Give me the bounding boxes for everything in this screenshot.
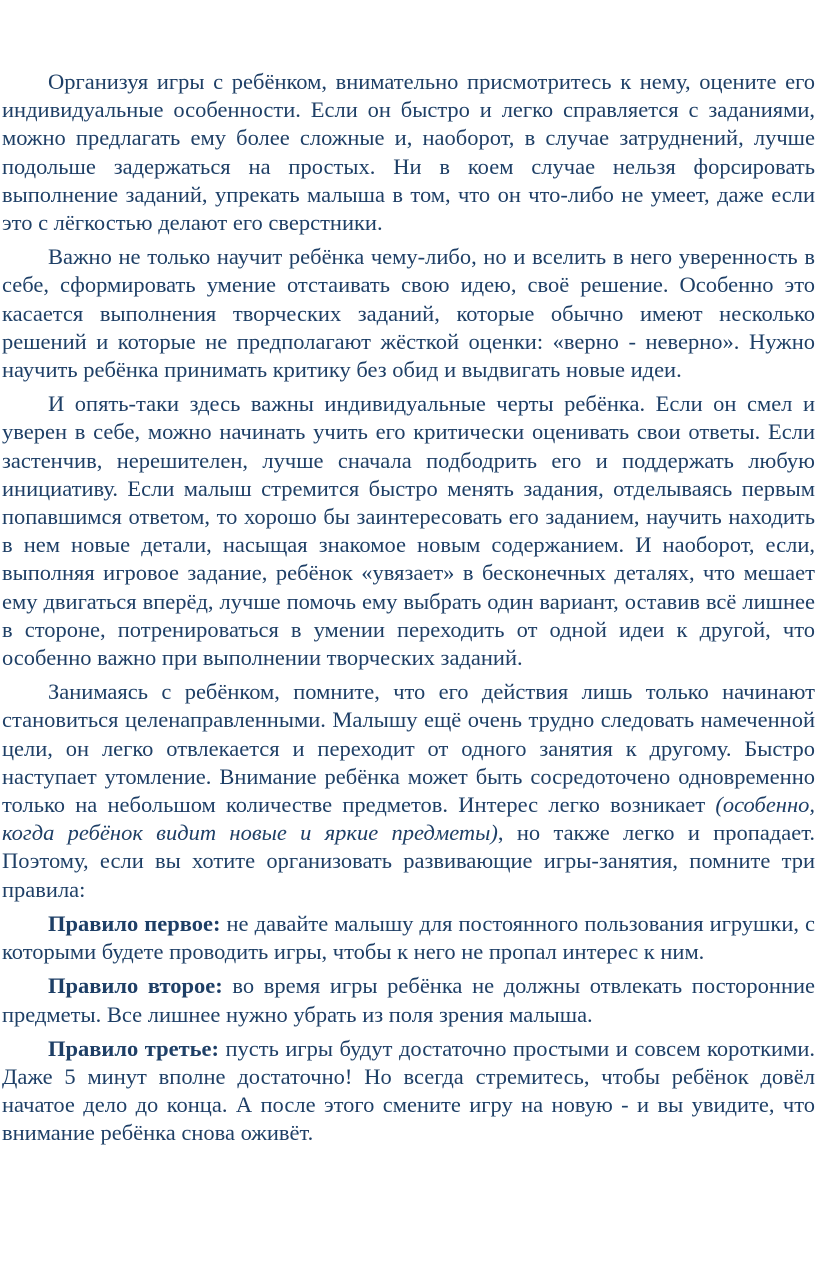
rule-2 <box>2 972 815 1028</box>
document-page <box>0 68 816 1154</box>
rule-1-text: не давайте малышу для постоянного пользования игрушки, с которыми будете проводить игры, чтобы к него не пропал интерес к ним. <box>2 910 815 965</box>
paragraph-4-start: Занимаясь с ребёнком, помните, что его действия лишь только начинают становиться целенаправленными. Малышу ещё очень трудно следовать намеченной цели, он легко отвлекается и переходит от одного занятия к другому. Быстро наступает утомление. Внимание ребёнка может быть сосредоточено одновременно только на небольшом количестве предметов. Интерес легко возникает <box>2 679 815 818</box>
paragraph-4 <box>2 678 815 904</box>
paragraph-4-italic: (особенно, когда ребёнок видит новые и яркие предметы) <box>2 792 815 846</box>
rule-2-title: Правило второе: <box>48 973 223 999</box>
rule-1-title: Правило первое: <box>48 910 221 936</box>
rule-2-text: во время игры ребёнка не должны отвлекать посторонние предметы. Все лишнее нужно убрать из поля зрения малыша. <box>2 973 816 1027</box>
paragraph-4-end: , но также легко и пропадает. Поэтому, если вы хотите организовать развивающие игры-занятия, помните три правила: <box>2 820 815 902</box>
paragraph-1: Организуя игры с ребёнком, внимательно присмотритесь к нему, оцените его индивидуальные особенности. Если он быстро и легко справляется с заданиями, можно предлагать ему более сложные и, наоборот, в случае затруднений, лучше подольше задержаться на простых. Ни в коем случае нельзя форсировать выполнение заданий, упрекать малыша в том, что он что-либо не умеет, даже если это с лёгкостью делают его сверстники. <box>2 69 815 236</box>
rule-3 <box>2 1035 815 1148</box>
paragraph-2: Важно не только научит ребёнка чему-либо, но и вселить в него уверенность в себе, сформировать умение отстаивать свою идею, своё решение. Особенно это касается выполнения творческих заданий, которые обычно имеют несколько решений и которые не предполагают жёсткой оценки: «верно - неверно». Нужно научить ребёнка принимать критику без обид и выдвигать новые идеи. <box>2 244 815 383</box>
rule-1 <box>2 910 815 966</box>
rule-3-text: пусть игры будут достаточно простыми и совсем короткими. Даже 5 минут вполне достаточно! Но всегда стремитесь, чтобы ребёнок довёл начатое дело до конца. А после этого смените игру на новую - и вы увидите, что внимание ребёнка снова оживёт. <box>2 1035 816 1146</box>
paragraph-3: И опять-таки здесь важны индивидуальные черты ребёнка. Если он смел и уверен в себе, можно начинать учить его критически оценивать свои ответы. Если застенчив, нерешителен, лучше сначала подбодрить его и поддержать любую инициативу. Если малыш стремится быстро менять задания, отделываясь первым попавшимся ответом, то хорошо бы заинтересовать его заданием, научить находить в нем новые детали, насыщая знакомое новым содержанием. И наоборот, если, выполняя игровое задание, ребёнок «увязает» в бесконечных деталях, что мешает ему двигаться вперёд, лучше помочь ему выбрать один вариант, оставив всё лишнее в стороне, потренироваться в умении переходить от одной идеи к другой, что особенно важно при выполнении творческих заданий. <box>2 391 815 671</box>
rule-3-title: Правило третье: <box>48 1035 220 1061</box>
